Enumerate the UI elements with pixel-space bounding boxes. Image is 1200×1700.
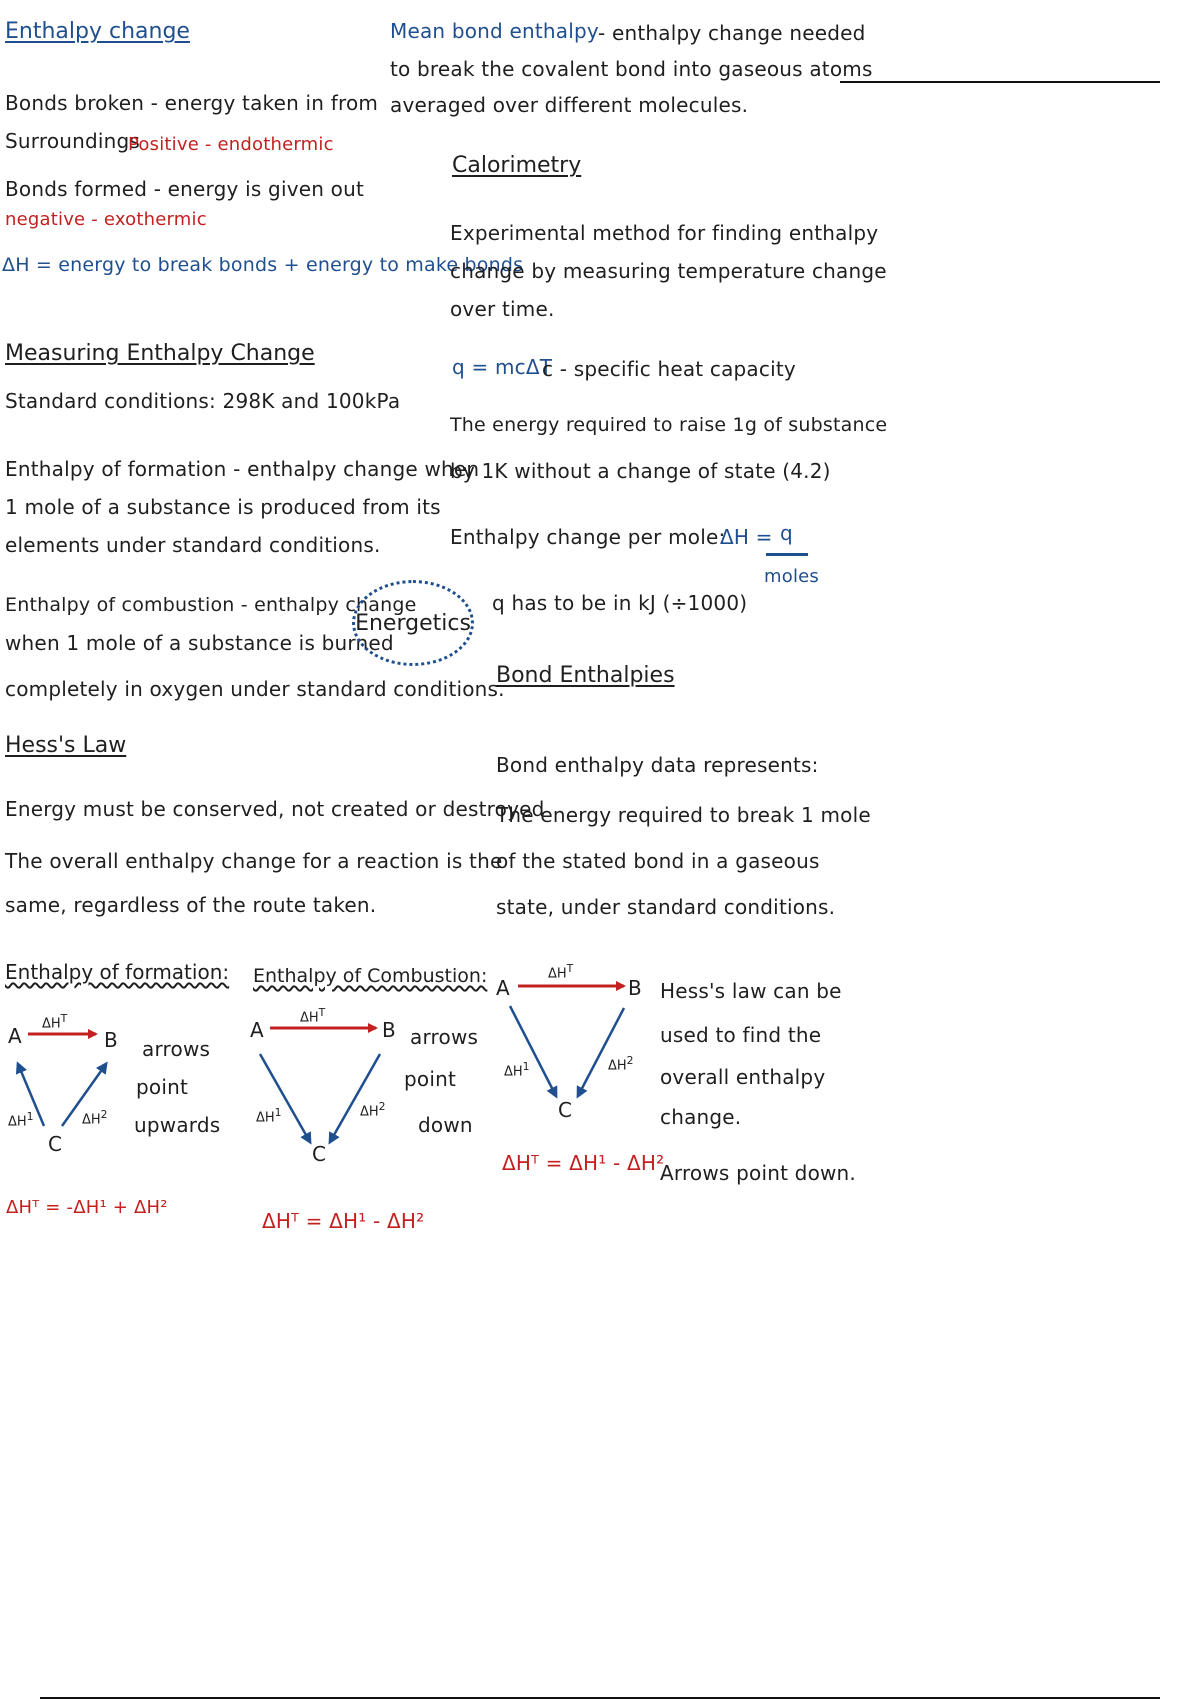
formation-line3: elements under standard conditions.: [5, 533, 381, 557]
formation-label-right: $\Delta H^2$: [82, 1108, 108, 1128]
formation-node-c: C: [48, 1132, 62, 1156]
combustion-node-b: B: [382, 1018, 396, 1042]
bonds-broken-text: Bonds broken - energy taken in from: [5, 91, 379, 115]
fraction-numerator: q: [780, 521, 793, 545]
formation-label-top: $\Delta H^T$: [42, 1012, 68, 1032]
formation-note1: arrows: [142, 1037, 211, 1061]
combustion-node-a: A: [250, 1018, 264, 1042]
bond-enthalpies-line1: Bond enthalpy data represents:: [496, 753, 819, 777]
kj-note: q has to be in kJ (÷1000): [492, 591, 748, 615]
mean-bond-line1: - enthalpy change needed: [598, 21, 866, 45]
general-label-left: $\Delta H^1$: [504, 1060, 530, 1080]
standard-conditions: Standard conditions: 298K and 100kPa: [5, 389, 401, 413]
mean-bond-line2: to break the covalent bond into gaseous atoms: [390, 57, 873, 81]
combustion-arrow-right: [330, 1054, 380, 1142]
general-node-b: B: [628, 976, 642, 1000]
mean-bond-enthalpy-term: Mean bond enthalpy: [390, 19, 599, 43]
combustion-note3: down: [418, 1113, 473, 1137]
combustion-node-c: C: [312, 1142, 326, 1166]
bond-enthalpies-line2: The energy required to break 1 mole: [496, 803, 871, 827]
q-formula: q = mcΔT: [452, 355, 553, 379]
combustion-arrow-left: [260, 1054, 310, 1142]
general-note3: overall enthalpy: [660, 1065, 826, 1089]
combustion-note2: point: [404, 1067, 457, 1091]
general-arrow-left: [510, 1006, 556, 1096]
hess-line1: Energy must be conserved, not created or destroyed: [5, 797, 545, 821]
combustion-line2: when 1 mole of a substance is burned: [5, 631, 394, 655]
general-note5: Arrows point down.: [660, 1161, 856, 1185]
heading-calorimetry: Calorimetry: [452, 153, 582, 178]
general-equation: ΔHᵀ = ΔH¹ - ΔH²: [502, 1151, 665, 1175]
per-mole-label: Enthalpy change per mole:: [450, 525, 726, 549]
formation-note2: point: [136, 1075, 189, 1099]
surroundings-text: Surroundings: [5, 129, 141, 153]
combustion-line1: Enthalpy of combustion - enthalpy change: [5, 594, 417, 616]
general-node-c: C: [558, 1098, 572, 1122]
calorimetry-line3: over time.: [450, 297, 555, 321]
heading-enthalpy-change: Enthalpy change: [5, 19, 190, 44]
specific-heat-definition: c - specific heat capacity: [542, 357, 796, 381]
formation-label-left: $\Delta H^1$: [8, 1110, 34, 1130]
heading-bond-enthalpies: Bond Enthalpies: [496, 663, 675, 688]
heading-measuring: Measuring Enthalpy Change: [5, 341, 315, 366]
heading-hess-law: Hess's Law: [5, 733, 127, 758]
heading-combustion-diagram: Enthalpy of Combustion:: [253, 965, 488, 987]
delta-h-definition: ΔH = energy to break bonds + energy to make bonds: [2, 254, 524, 276]
formation-node-a: A: [8, 1024, 22, 1048]
general-label-right: $\Delta H^2$: [608, 1054, 634, 1074]
general-note4: change.: [660, 1105, 742, 1129]
fraction-denominator: moles: [764, 566, 819, 587]
calorimetry-line2: change by measuring temperature change: [450, 259, 887, 283]
energy-required-line1: The energy required to raise 1g of substance: [450, 414, 888, 436]
hess-line3: same, regardless of the route taken.: [5, 893, 377, 917]
combustion-line3: completely in oxygen under standard conditions.: [5, 677, 505, 701]
bond-enthalpies-line3: of the stated bond in a gaseous: [496, 849, 820, 873]
per-mole-dh: ΔH =: [720, 525, 773, 549]
formation-equation: ΔHᵀ = -ΔH¹ + ΔH²: [6, 1197, 168, 1218]
formation-line2: 1 mole of a substance is produced from its: [5, 495, 441, 519]
mean-bond-line3: averaged over different molecules.: [390, 93, 749, 117]
combustion-equation: ΔHᵀ = ΔH¹ - ΔH²: [262, 1209, 425, 1233]
formation-note3: upwards: [134, 1113, 221, 1137]
general-label-top: $\Delta H^T$: [548, 962, 574, 982]
energetics-label: Energetics: [355, 610, 471, 636]
bonds-formed-text: Bonds formed - energy is given out: [5, 177, 365, 201]
general-node-a: A: [496, 976, 510, 1000]
general-note2: used to find the: [660, 1023, 822, 1047]
general-note1: Hess's law can be: [660, 979, 842, 1003]
combustion-label-left: $\Delta H^1$: [256, 1106, 282, 1126]
negative-exothermic-text: negative - exothermic: [5, 209, 207, 230]
hess-line2: The overall enthalpy change for a reaction is the: [5, 849, 503, 873]
formation-node-b: B: [104, 1028, 118, 1052]
general-arrow-right: [578, 1008, 624, 1096]
bond-enthalpies-line4: state, under standard conditions.: [496, 895, 836, 919]
positive-endothermic-text: Positive - endothermic: [128, 134, 334, 155]
combustion-label-right: $\Delta H^2$: [360, 1100, 386, 1120]
energy-required-line2: by 1K without a change of state (4.2): [450, 459, 831, 483]
combustion-note1: arrows: [410, 1025, 479, 1049]
combustion-label-top: $\Delta H^T$: [300, 1006, 326, 1026]
formation-line1: Enthalpy of formation - enthalpy change when: [5, 457, 480, 481]
calorimetry-line1: Experimental method for finding enthalpy: [450, 221, 879, 245]
heading-formation-diagram: Enthalpy of formation:: [5, 960, 230, 984]
